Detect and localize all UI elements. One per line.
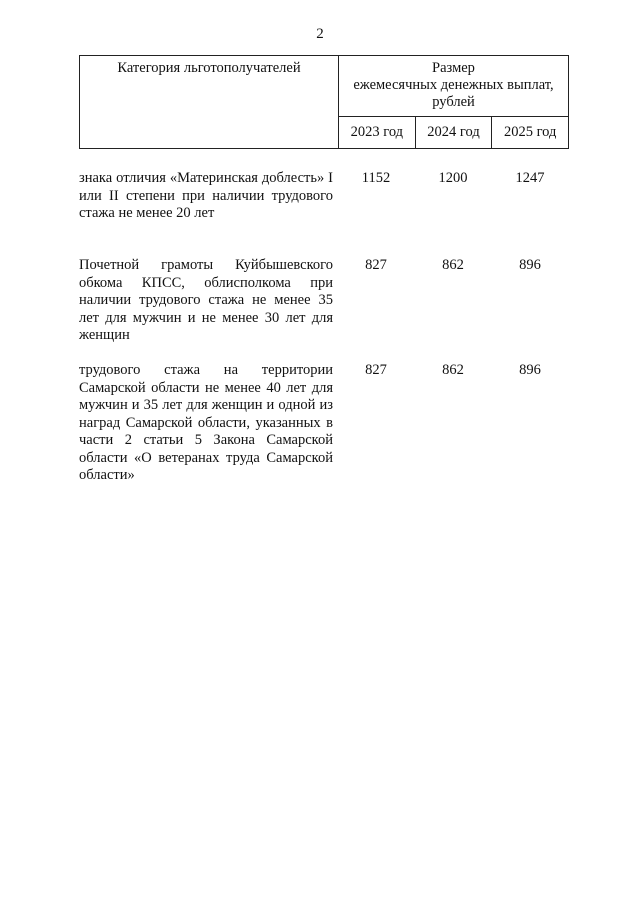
row-value-2023: 1152: [361, 170, 391, 186]
header-year-2024: 2024 год: [416, 117, 493, 148]
table-header: [79, 55, 569, 149]
header-year-2023: 2023 год: [339, 117, 416, 148]
header-payment-size: [339, 56, 568, 117]
row-value-2025: 896: [519, 362, 541, 378]
row-description: Почетной грамоты Куйбышевского обкома КПСС, облисполкома при наличии трудового стажа не менее 35 лет для мужчин и не менее 30 лет для женщин: [79, 257, 333, 343]
row-value-2024: 1200: [438, 170, 468, 186]
row-value-2025: 1247: [515, 170, 545, 186]
row-description: трудового стажа на территории Самарской области не менее 40 лет для мужчин и 35 лет для женщин и одной из наград Самарской области, указанных в части 2 статьи 5 Закона Самарской области «О ветеранах труда Самарской области»: [79, 362, 333, 483]
row-value-2023: 827: [365, 257, 387, 273]
row-value-2023: 827: [365, 362, 387, 378]
header-size-line-3: рублей: [432, 94, 475, 110]
row-value-2024: 862: [442, 362, 464, 378]
row-value-2025: 896: [519, 257, 541, 273]
header-size-line-1: Размер: [432, 60, 475, 76]
header-year-2025: 2025 год: [503, 124, 557, 140]
header-years: [339, 117, 568, 148]
page-number: 2: [316, 26, 324, 42]
row-description: знака отличия «Материнская доблесть» I или II степени при наличии трудового стажа не менее 20 лет: [79, 170, 333, 221]
header-category: Категория льготополучателей: [80, 56, 339, 148]
header-size-line-2: ежемесячных денежных выплат,: [353, 77, 554, 93]
row-value-2024: 862: [442, 257, 464, 273]
